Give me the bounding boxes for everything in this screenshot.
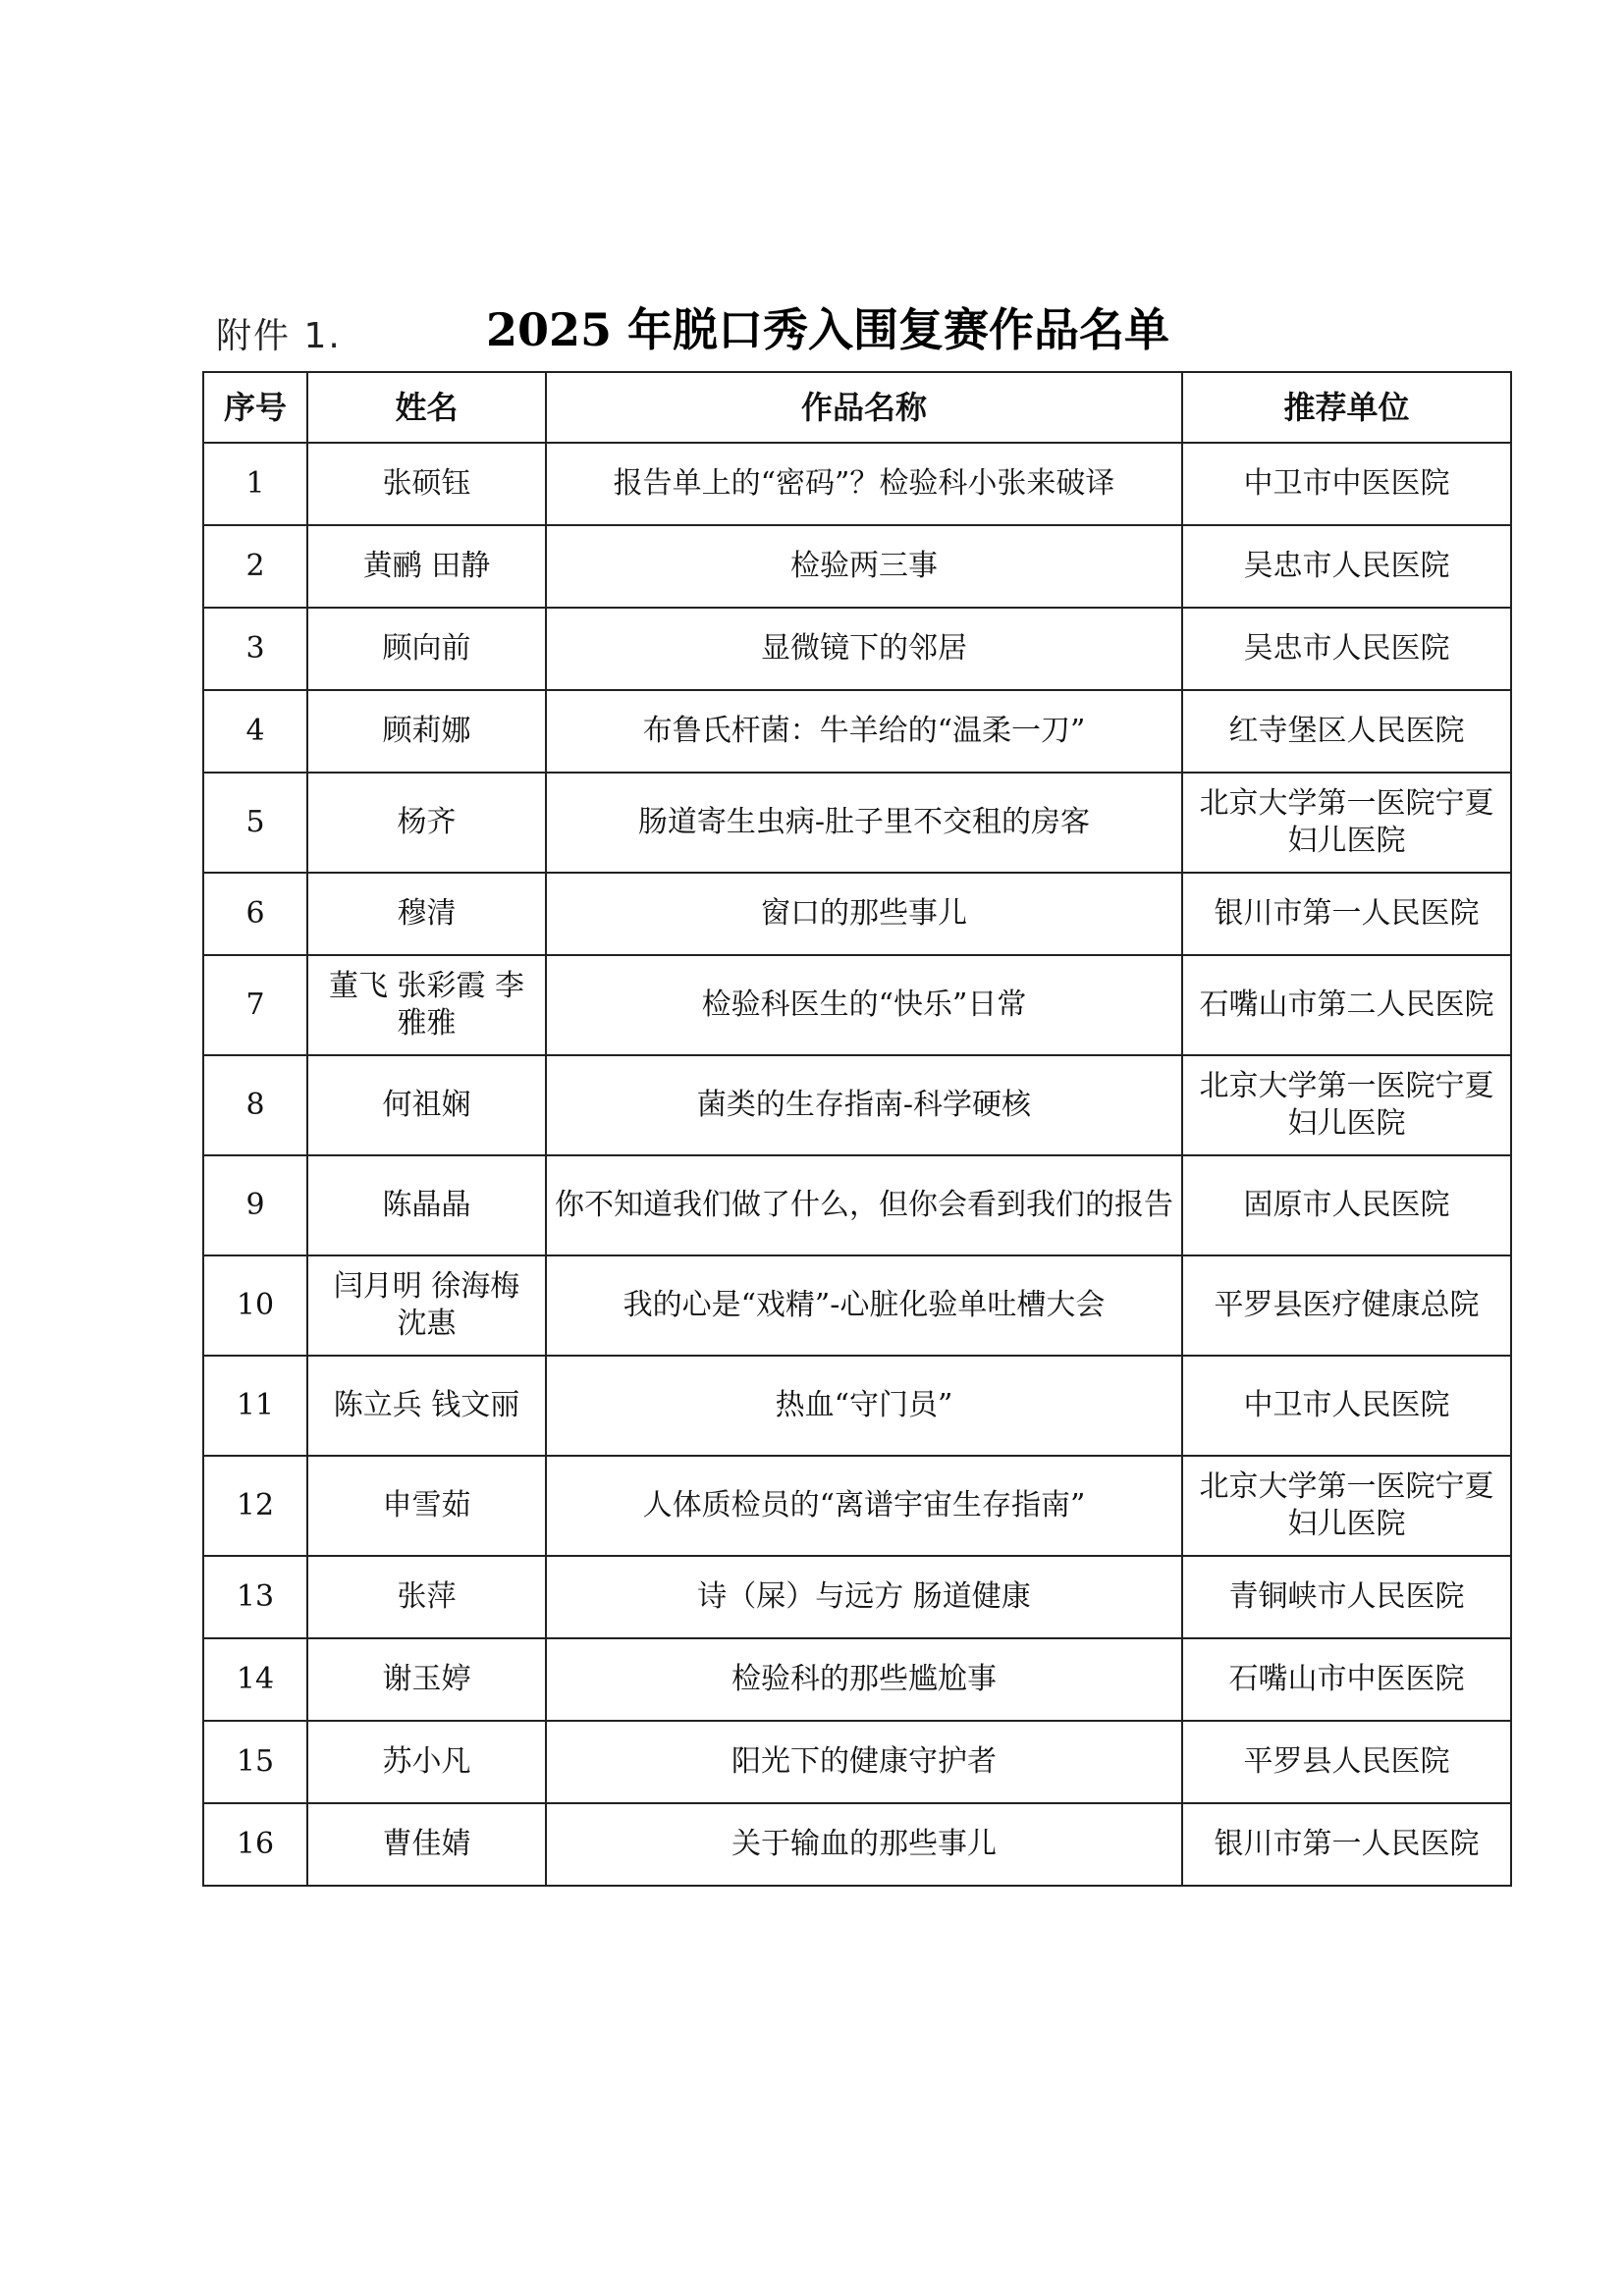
table-row [203,443,1511,525]
attachment-label: 附件 1. [216,316,342,356]
cell-unit: 固原市人民医院 [1182,1155,1511,1255]
column-header-unit: 推荐单位 [1182,372,1511,443]
cell-name: 穆清 [307,873,546,955]
cell-number: 9 [203,1155,307,1255]
cell-work: 你不知道我们做了什么，但你会看到我们的报告 [546,1155,1182,1255]
cell-name: 陈晶晶 [307,1155,546,1255]
table-row [203,1255,1511,1356]
table-row [203,690,1511,773]
table-row [203,1721,1511,1803]
cell-unit: 中卫市中医医院 [1182,443,1511,525]
cell-work: 菌类的生存指南-科学硬核 [546,1055,1182,1155]
cell-number: 13 [203,1556,307,1638]
document-header [216,294,1492,373]
cell-work: 诗（屎）与远方 肠道健康 [546,1556,1182,1638]
cell-work: 肠道寄生虫病-肚子里不交租的房客 [546,773,1182,873]
cell-work: 热血“守门员” [546,1356,1182,1456]
cell-number: 3 [203,608,307,690]
cell-unit: 石嘴山市第二人民医院 [1182,955,1511,1055]
cell-unit: 红寺堡区人民医院 [1182,690,1511,773]
cell-name: 张硕钰 [307,443,546,525]
cell-unit: 北京大学第一医院宁夏妇儿医院 [1182,773,1511,873]
cell-name: 苏小凡 [307,1721,546,1803]
cell-work: 显微镜下的邻居 [546,608,1182,690]
table-row [203,1803,1511,1886]
cell-name: 杨齐 [307,773,546,873]
column-header-number: 序号 [203,372,307,443]
cell-work: 人体质检员的“离谱宇宙生存指南” [546,1456,1182,1556]
cell-name: 张萍 [307,1556,546,1638]
cell-name: 顾向前 [307,608,546,690]
cell-unit: 青铜峡市人民医院 [1182,1556,1511,1638]
cell-number: 2 [203,525,307,608]
cell-name: 曹佳婧 [307,1803,546,1886]
cell-name: 黄鹂 田静 [307,525,546,608]
cell-unit: 吴忠市人民医院 [1182,525,1511,608]
cell-name: 董飞 张彩霞 李雅雅 [307,955,546,1055]
cell-work: 检验两三事 [546,525,1182,608]
cell-number: 6 [203,873,307,955]
cell-unit: 北京大学第一医院宁夏妇儿医院 [1182,1456,1511,1556]
cell-work: 窗口的那些事儿 [546,873,1182,955]
table-row [203,1638,1511,1721]
column-header-name: 姓名 [307,372,546,443]
column-header-work: 作品名称 [546,372,1182,443]
cell-number: 8 [203,1055,307,1155]
cell-unit: 银川市第一人民医院 [1182,873,1511,955]
cell-number: 10 [203,1255,307,1356]
table-row [203,873,1511,955]
cell-work: 关于输血的那些事儿 [546,1803,1182,1886]
table-row [203,955,1511,1055]
cell-name: 何祖娴 [307,1055,546,1155]
cell-number: 1 [203,443,307,525]
table-row [203,525,1511,608]
cell-unit: 石嘴山市中医医院 [1182,1638,1511,1721]
cell-number: 7 [203,955,307,1055]
cell-name: 顾莉娜 [307,690,546,773]
table-row [203,773,1511,873]
table-row [203,1155,1511,1255]
table-row [203,1055,1511,1155]
cell-work: 阳光下的健康守护者 [546,1721,1182,1803]
cell-unit: 银川市第一人民医院 [1182,1803,1511,1886]
cell-number: 11 [203,1356,307,1456]
cell-work: 报告单上的“密码”？检验科小张来破译 [546,443,1182,525]
cell-number: 15 [203,1721,307,1803]
cell-number: 14 [203,1638,307,1721]
finalist-table [202,371,1512,1887]
cell-work: 检验科医生的“快乐”日常 [546,955,1182,1055]
cell-unit: 吴忠市人民医院 [1182,608,1511,690]
cell-number: 16 [203,1803,307,1886]
cell-name: 陈立兵 钱文丽 [307,1356,546,1456]
cell-unit: 平罗县医疗健康总院 [1182,1255,1511,1356]
cell-unit: 中卫市人民医院 [1182,1356,1511,1456]
cell-number: 5 [203,773,307,873]
table-row [203,1556,1511,1638]
cell-work: 我的心是“戏精”-心脏化验单吐槽大会 [546,1255,1182,1356]
document-title: 2025 年脱口秀入围复赛作品名单 [486,303,1170,356]
cell-unit: 北京大学第一医院宁夏妇儿医院 [1182,1055,1511,1155]
cell-number: 12 [203,1456,307,1556]
cell-name: 闫月明 徐海梅 沈惠 [307,1255,546,1356]
table-row [203,1356,1511,1456]
cell-work: 布鲁氏杆菌：牛羊给的“温柔一刀” [546,690,1182,773]
cell-name: 申雪茹 [307,1456,546,1556]
table-header-row [203,372,1511,443]
cell-work: 检验科的那些尴尬事 [546,1638,1182,1721]
cell-name: 谢玉婷 [307,1638,546,1721]
cell-unit: 平罗县人民医院 [1182,1721,1511,1803]
cell-number: 4 [203,690,307,773]
table-row [203,608,1511,690]
table-row [203,1456,1511,1556]
